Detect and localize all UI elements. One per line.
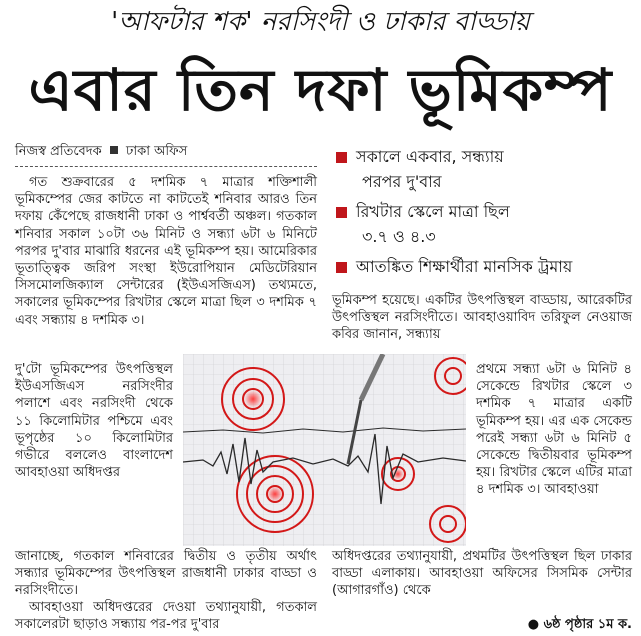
article-column-left xyxy=(15,174,317,329)
highlight-line: পরপর দু'বার xyxy=(362,172,442,191)
kicker: 'আফটার শক' নরসিংদী ও ঢাকার বাড্ডায় xyxy=(111,7,530,37)
seismograph-image xyxy=(183,354,466,546)
highlight-line: সকালে একবার, সন্ধ্যায় xyxy=(356,147,504,166)
article-wrap-left xyxy=(15,361,173,481)
article-paragraph: আবহাওয়া অধিদপ্তরের দেওয়া তথ্যানুযায়ী, গতকাল সকালেরটা ছাড়াও সন্ধ্যায় পর-পর দু'বার xyxy=(15,600,317,633)
byline-divider xyxy=(15,166,317,167)
red-square-icon xyxy=(336,207,347,218)
seismograph-icon xyxy=(183,354,466,546)
article-column-right xyxy=(332,292,632,344)
office: ঢাকা অফিস xyxy=(126,144,188,159)
byline xyxy=(15,142,187,162)
article-wrap-right xyxy=(476,361,632,499)
bullet-square-icon xyxy=(110,146,118,154)
article-right-continued xyxy=(332,548,632,600)
article-left-bottom xyxy=(15,599,317,633)
highlight-item xyxy=(332,254,632,279)
article-paragraph: দু'টো ভূমিকম্পের উৎপত্তিস্থল ইউএসজিএস নরসিংদীর পলাশে এবং নরসিংদী থেকে ১১ কিলোমিটার পশ্চিমে এবং ভূপৃষ্ঠের ১০ কিলোমিটার গভীরে বললেও বাংলাদেশ আবহাওয়া অধিদপ্তর xyxy=(15,362,173,481)
red-square-icon xyxy=(336,152,347,163)
article-paragraph: ভূমিকম্প হয়েছে। একটির উৎপত্তিস্থল বাড্ডায়, আরেকটির উৎপত্তিস্থল নরসিংদীতে। আবহাওয়াবিদ তরিফুল নেওয়াজ কবির জানান, সন্ধ্যায় xyxy=(332,293,632,343)
article-paragraph: গত শুক্রবারের ৫ দশমিক ৭ মাত্রার শক্তিশালী ভূমিকম্পের জের কাটতে না কাটতেই শনিবার আরও তিন দফায় কেঁপেছে রাজধানী ঢাকা ও পার্শ্ববর্তী অঞ্চল। গতকাল শনিবার সকাল ১০টা ৩৬ মিনিট ও সন্ধ্যা ৬টা ৬ মিনিটে পরপর দু'বার মাঝারি ধরনের এই ভূমিকম্প হয়। আমেরিকার ভূতাত্ত্বিক জরিপ সংস্থা ইউরোপিয়ান মেডিটেরিয়ান সিসমোলজিক্যাল সেন্টারের (ইউএসজিএস) তথ্যমতে, সকালের ভূমিকম্পের রিখটার স্কেলে মাত্রা ছিল ৩ দশমিক ৭ এবং সন্ধ্যায় ৪ দশমিক ৩। xyxy=(15,175,317,328)
continued-on-page: ● ৬ষ্ঠ পৃষ্ঠার ১ম ক. xyxy=(527,617,632,632)
highlight-item xyxy=(332,199,632,249)
headline: এবার তিন দফা ভূমিকম্প xyxy=(28,56,613,124)
highlights xyxy=(332,144,632,284)
reporter: নিজস্ব প্রতিবেদক xyxy=(15,144,102,159)
article-left-continued xyxy=(15,548,317,600)
highlight-line: আতঙ্কিত শিক্ষার্থীরা মানসিক ট্রমায় xyxy=(356,257,573,276)
highlight-line: ৩.৭ ও ৪.৩ xyxy=(362,227,436,246)
article-paragraph: প্রথমে সন্ধ্যা ৬টা ৬ মিনিট ৪ সেকেন্ডে রিখটার স্কেলে ৩ দশমিক ৭ মাত্রার একটি ভূমিকম্প হয়। এর এক সেকেন্ড পরেই সন্ধ্যা ৬টা ৬ মিনিট ৫ সেকেন্ডে দ্বিতীয়বার ভূমিকম্প হয়। রিখটার স্কেলে এটির মাত্রা ৪ দশমিক ৩। আবহাওয়া xyxy=(476,362,632,498)
article-paragraph: অধিদপ্তরের তথ্যানুযায়ী, প্রথমটির উৎপত্তিস্থল ছিল ঢাকার বাড্ডা এলাকায়। আবহাওয়া অফিসের সিসমিক সেন্টার (আগারগাঁও) থেকে xyxy=(332,549,632,599)
highlight-item xyxy=(332,144,632,194)
article-paragraph: জানাচ্ছে, গতকাল শনিবারের দ্বিতীয় ও তৃতীয় অর্থাৎ সন্ধ্যার ভূমিকম্পের উৎপত্তিস্থল রাজধানী ঢাকার বাড্ডা ও নরসিংদীতে। xyxy=(15,549,317,599)
red-square-icon xyxy=(336,262,347,273)
highlight-line: রিখটার স্কেলে মাত্রা ছিল xyxy=(356,202,510,221)
